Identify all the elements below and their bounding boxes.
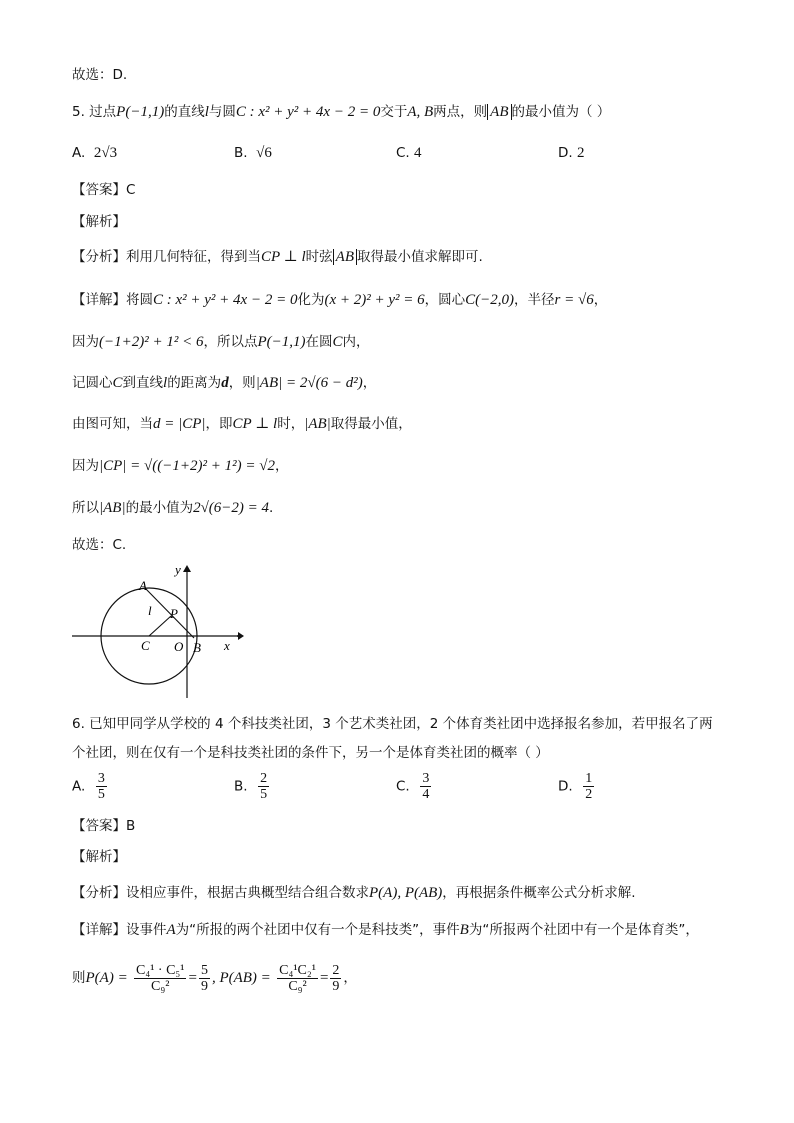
formula-fraction — [330, 963, 341, 994]
q5-stem-mid4: 两点，则 — [433, 104, 488, 120]
math: |AB| — [304, 416, 331, 432]
option-letter: C. — [396, 145, 410, 161]
y-axis-arrow — [183, 565, 191, 572]
q5-stem-prefix: 5. 过点 — [72, 104, 117, 120]
option-letter: C. — [396, 778, 410, 795]
text: 到直线 — [122, 375, 164, 391]
q6-detail-formula — [72, 956, 357, 1000]
math: C — [332, 334, 343, 350]
math: 2√(6−2) = 4 — [193, 500, 270, 516]
formula-fraction — [199, 963, 210, 994]
fraction-denominator: C₉² — [288, 978, 307, 994]
text: 化为 — [297, 292, 325, 308]
option-value: √6 — [256, 145, 272, 161]
answer-tag: 【答案】 — [72, 182, 126, 198]
segment-cp — [149, 616, 171, 636]
text: 在圆 — [305, 334, 333, 350]
q5-fenxi — [72, 247, 483, 267]
text: 为“所报的两个社团中仅有一个是科技类”，事件 — [175, 922, 460, 938]
q5-option-d — [558, 143, 584, 163]
fenxi-abs: AB — [333, 249, 357, 265]
fraction-denominator: 5 — [260, 787, 268, 802]
q6-answer — [72, 816, 135, 836]
text: 记圆心 — [72, 375, 113, 391]
q6-detail-line-1 — [72, 920, 699, 940]
text: ，所以点 — [203, 334, 258, 350]
q5-detail-line-5 — [72, 456, 288, 476]
formula-fraction — [134, 963, 187, 994]
math: d — [221, 375, 229, 391]
q5-stem-mid3: 交于 — [380, 104, 408, 120]
q6-option-d — [558, 771, 596, 802]
q5-analysis-tag: 【解析】 — [72, 214, 126, 230]
fraction-numerator: 5 — [200, 962, 208, 978]
fenxi-text: 取得最小值求解即可. — [357, 249, 483, 265]
option-fraction — [258, 771, 269, 802]
label-l: l — [148, 603, 152, 618]
text: ， — [362, 375, 377, 391]
option-letter: A. — [72, 778, 86, 795]
math: = — [319, 970, 329, 986]
answer-value: C — [126, 182, 136, 198]
text: ，即 — [205, 416, 233, 432]
option-letter: A. — [72, 145, 86, 161]
text: ，则 — [228, 375, 256, 391]
math: |CP| = √((−1+2)² + 1²) = √2 — [99, 458, 275, 474]
q5-detail-line-6 — [72, 498, 273, 518]
text: 因为 — [72, 334, 99, 350]
q4-conclusion: 故选：D. — [72, 67, 128, 83]
fenxi-math: CP ⊥ l — [261, 249, 306, 265]
label-o: O — [174, 639, 184, 654]
text: 为“所报两个社团中有一个是体育类”， — [468, 922, 699, 938]
math: d = |CP| — [153, 416, 206, 432]
math: (x + 2)² + y² = 6 — [324, 292, 425, 308]
math: C — [112, 375, 123, 391]
option-value: 2 — [576, 145, 585, 161]
q6-option-b — [234, 771, 271, 802]
fenxi-text: 时弦 — [305, 249, 333, 265]
fraction-numerator: 3 — [422, 771, 430, 786]
math: (−1+2)² + 1² < 6 — [99, 334, 204, 350]
fraction-numerator: 1 — [585, 771, 593, 786]
fraction-denominator: 2 — [585, 787, 593, 802]
option-fraction — [420, 771, 431, 802]
fraction-numerator: 2 — [332, 962, 340, 978]
math: = — [188, 970, 197, 986]
fraction-numerator: C₄¹C₂¹ — [279, 962, 316, 978]
text: 内， — [342, 334, 370, 350]
q6-stem-line-2: 个社团，则在仅有一个是科技类社团的条件下，另一个是体育类社团的概率（ ） — [72, 745, 549, 761]
q5-stem — [72, 102, 610, 122]
math: |AB| = 2√(6 − d²) — [255, 375, 363, 391]
text: 因为 — [72, 458, 99, 474]
fenxi-tag: 【分析】 — [72, 249, 126, 265]
math: A — [166, 922, 176, 938]
xiangjie-tag: 【详解】 — [72, 922, 126, 938]
q5-detail-line-2 — [72, 332, 370, 352]
option-fraction — [583, 771, 594, 802]
q6-analysis-tag: 【解析】 — [72, 849, 126, 865]
fraction-denominator: C₉² — [151, 978, 170, 994]
answer-tag: 【答案】 — [72, 818, 126, 834]
math: , P(AB) = — [211, 970, 271, 986]
q5-stem-abs: AB — [487, 104, 511, 120]
formula-fraction — [277, 963, 318, 994]
label-b: B — [193, 640, 201, 655]
fraction-denominator: 9 — [200, 978, 208, 994]
label-a: A — [139, 578, 147, 593]
q5-stem-end: 的最小值为（ ） — [511, 104, 611, 120]
option-value: 2√3 — [93, 145, 118, 161]
math: CP ⊥ l — [232, 416, 278, 432]
fenxi-math: P(A), P(AB) — [369, 885, 443, 901]
math: B — [459, 922, 469, 938]
text: 取得最小值， — [330, 416, 412, 432]
text: 则 — [72, 970, 86, 986]
q5-option-a — [72, 143, 117, 163]
math: C(−2,0) — [465, 292, 515, 308]
fenxi-text: 利用几何特征，得到当 — [126, 249, 261, 265]
fenxi-text: 设相应事件，根据古典概型结合组合数求 — [126, 885, 369, 901]
q5-stem-l: l — [204, 104, 209, 120]
label-c: C — [141, 638, 150, 653]
q6-option-c — [396, 771, 433, 802]
text: 所以 — [72, 500, 99, 516]
option-letter: B. — [234, 145, 248, 161]
fraction-denominator: 4 — [422, 787, 430, 802]
text: 的最小值为 — [125, 500, 194, 516]
q5-detail-line-4 — [72, 414, 412, 434]
text: 时， — [277, 416, 305, 432]
text: 设事件 — [126, 922, 167, 938]
q5-stem-ab: A, B — [407, 104, 434, 120]
fenxi-text: ，再根据条件概率公式分析求解. — [442, 885, 636, 901]
text: ，半径 — [514, 292, 555, 308]
option-value: 4 — [414, 145, 422, 161]
fenxi-tag: 【分析】 — [72, 885, 126, 901]
text: . — [269, 500, 274, 516]
math: r = √6 — [554, 292, 594, 308]
text: 将圆 — [126, 292, 153, 308]
math: C : x² + y² + 4x − 2 = 0 — [153, 292, 298, 308]
q5-answer — [72, 180, 135, 200]
text: ，圆心 — [424, 292, 466, 308]
math: P(−1,1) — [257, 334, 306, 350]
q5-stem-point: P(−1,1) — [116, 104, 165, 120]
fraction-denominator: 9 — [332, 978, 340, 994]
math: |AB| — [99, 500, 126, 516]
q5-stem-mid2: 与圆 — [208, 104, 236, 120]
label-y: y — [175, 562, 181, 577]
math: P(A) = — [85, 970, 128, 986]
label-x: x — [224, 638, 230, 653]
text: ， — [593, 292, 608, 308]
q5-detail-line-1 — [72, 290, 607, 310]
fraction-numerator: 2 — [260, 771, 268, 786]
option-fraction — [96, 771, 107, 802]
q5-option-b — [234, 143, 272, 163]
text: 的距离为 — [167, 375, 222, 391]
label-p: P — [170, 606, 178, 621]
q5-detail-line-3 — [72, 373, 376, 393]
q5-stem-circle: C : x² + y² + 4x − 2 = 0 — [235, 104, 381, 120]
fraction-numerator: C₄¹ · C₅¹ — [135, 962, 185, 978]
q5-stem-mid1: 的直线 — [164, 104, 205, 120]
option-letter: D. — [558, 778, 573, 795]
text: ， — [343, 970, 357, 986]
xiangjie-tag: 【详解】 — [72, 292, 126, 308]
text: 由图可知，当 — [72, 416, 153, 432]
math: l — [163, 375, 168, 391]
option-letter: D. — [558, 145, 573, 161]
q6-stem-line-1: 6. 已知甲同学从学校的 4 个科技类社团，3 个艺术类社团，2 个体育类社团中选择报名参加，若甲报名了两 — [72, 716, 713, 732]
circle-figure — [60, 558, 250, 703]
q5-option-c — [396, 143, 422, 163]
q6-fenxi — [72, 883, 636, 903]
option-letter: B. — [234, 778, 248, 795]
answer-value: B — [126, 818, 136, 834]
q6-option-a — [72, 771, 109, 802]
fraction-numerator: 3 — [97, 771, 105, 786]
text: ， — [274, 458, 289, 474]
fraction-denominator: 5 — [97, 787, 105, 802]
q5-conclusion: 故选：C. — [72, 537, 127, 553]
